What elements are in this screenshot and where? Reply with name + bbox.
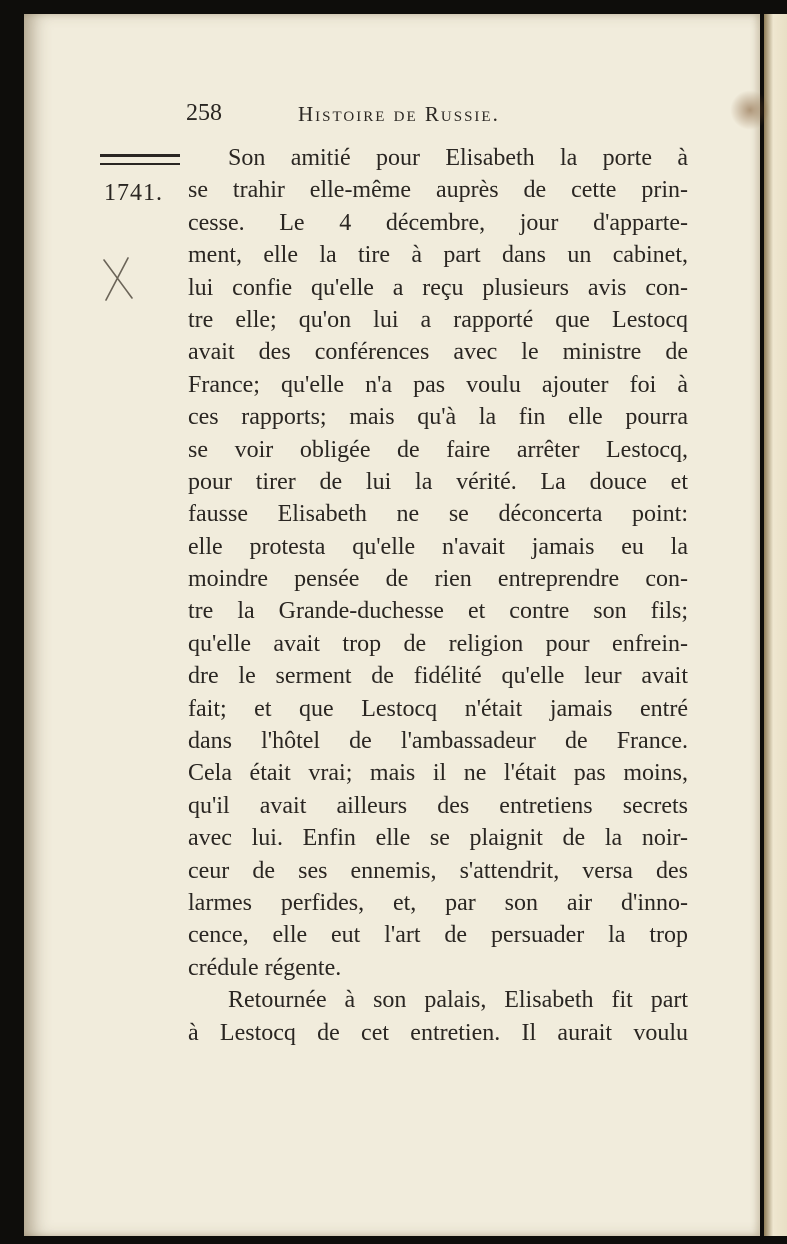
text-line: ces rapports; mais qu'à la fin elle pourra: [188, 404, 688, 431]
text-line: avec lui. Enfin elle se plaignit de la noir-: [188, 825, 688, 852]
text-line: elle protesta qu'elle n'avait jamais eu la: [188, 533, 688, 560]
running-header: [186, 98, 686, 132]
text-line: ceur de ses ennemis, s'attendrit, versa des: [188, 857, 688, 884]
text-line: moindre pensée de rien entreprendre con-: [188, 566, 688, 593]
text-line: tre la Grande-duchesse et contre son fils;: [188, 598, 688, 625]
running-title: Histoire de Russie.: [298, 102, 500, 126]
text-line: lui confie qu'elle a reçu plusieurs avis con-: [188, 274, 688, 301]
text-line: dre le serment de fidélité qu'elle leur avait: [188, 663, 688, 690]
text-line: cesse. Le 4 décembre, jour d'apparte-: [188, 209, 688, 236]
text-line: qu'il avait ailleurs des entretiens secrets: [188, 792, 688, 819]
text-line: tre elle; qu'on lui a rapporté que Lestocq: [188, 306, 688, 333]
text-line: France; qu'elle n'a pas voulu ajouter foi à: [188, 371, 688, 398]
pencil-x-mark-icon: [98, 256, 138, 302]
text-line: crédule régente.: [188, 954, 342, 981]
page-number: 258: [186, 100, 222, 126]
text-line: pour tirer de lui la vérité. La douce et: [188, 468, 688, 495]
text-line: ment, elle la tire à part dans un cabinet,: [188, 242, 688, 269]
text-line: cence, elle eut l'art de persuader la trop: [188, 922, 688, 949]
margin-year: 1741.: [104, 180, 163, 206]
text-line: Cela était vrai; mais il ne l'était pas moins,: [188, 760, 688, 787]
facing-page-edge: [764, 14, 787, 1236]
text-line: se trahir elle-même auprès de cette prin-: [188, 177, 688, 204]
text-line: fait; et que Lestocq n'était jamais entré: [188, 695, 688, 722]
text-line: se voir obligée de faire arrêter Lestocq,: [188, 436, 688, 463]
text-line: dans l'hôtel de l'ambassadeur de France.: [188, 728, 688, 755]
text-line: larmes perfides, et, par son air d'inno-: [188, 889, 688, 916]
text-line: qu'elle avait trop de religion pour enfrein-: [188, 630, 688, 657]
text-line: à Lestocq de cet entretien. Il aurait voulu: [188, 1019, 688, 1046]
body-text: [188, 142, 688, 1049]
text-line: Retournée à son palais, Elisabeth fit part: [228, 987, 688, 1014]
text-line: Son amitié pour Elisabeth la porte à: [228, 145, 688, 171]
text-line: fausse Elisabeth ne se déconcerta point:: [188, 501, 688, 528]
margin-double-rule: [100, 154, 180, 165]
text-line: avait des conférences avec le ministre de: [188, 339, 688, 366]
paper-stain: [730, 90, 770, 130]
